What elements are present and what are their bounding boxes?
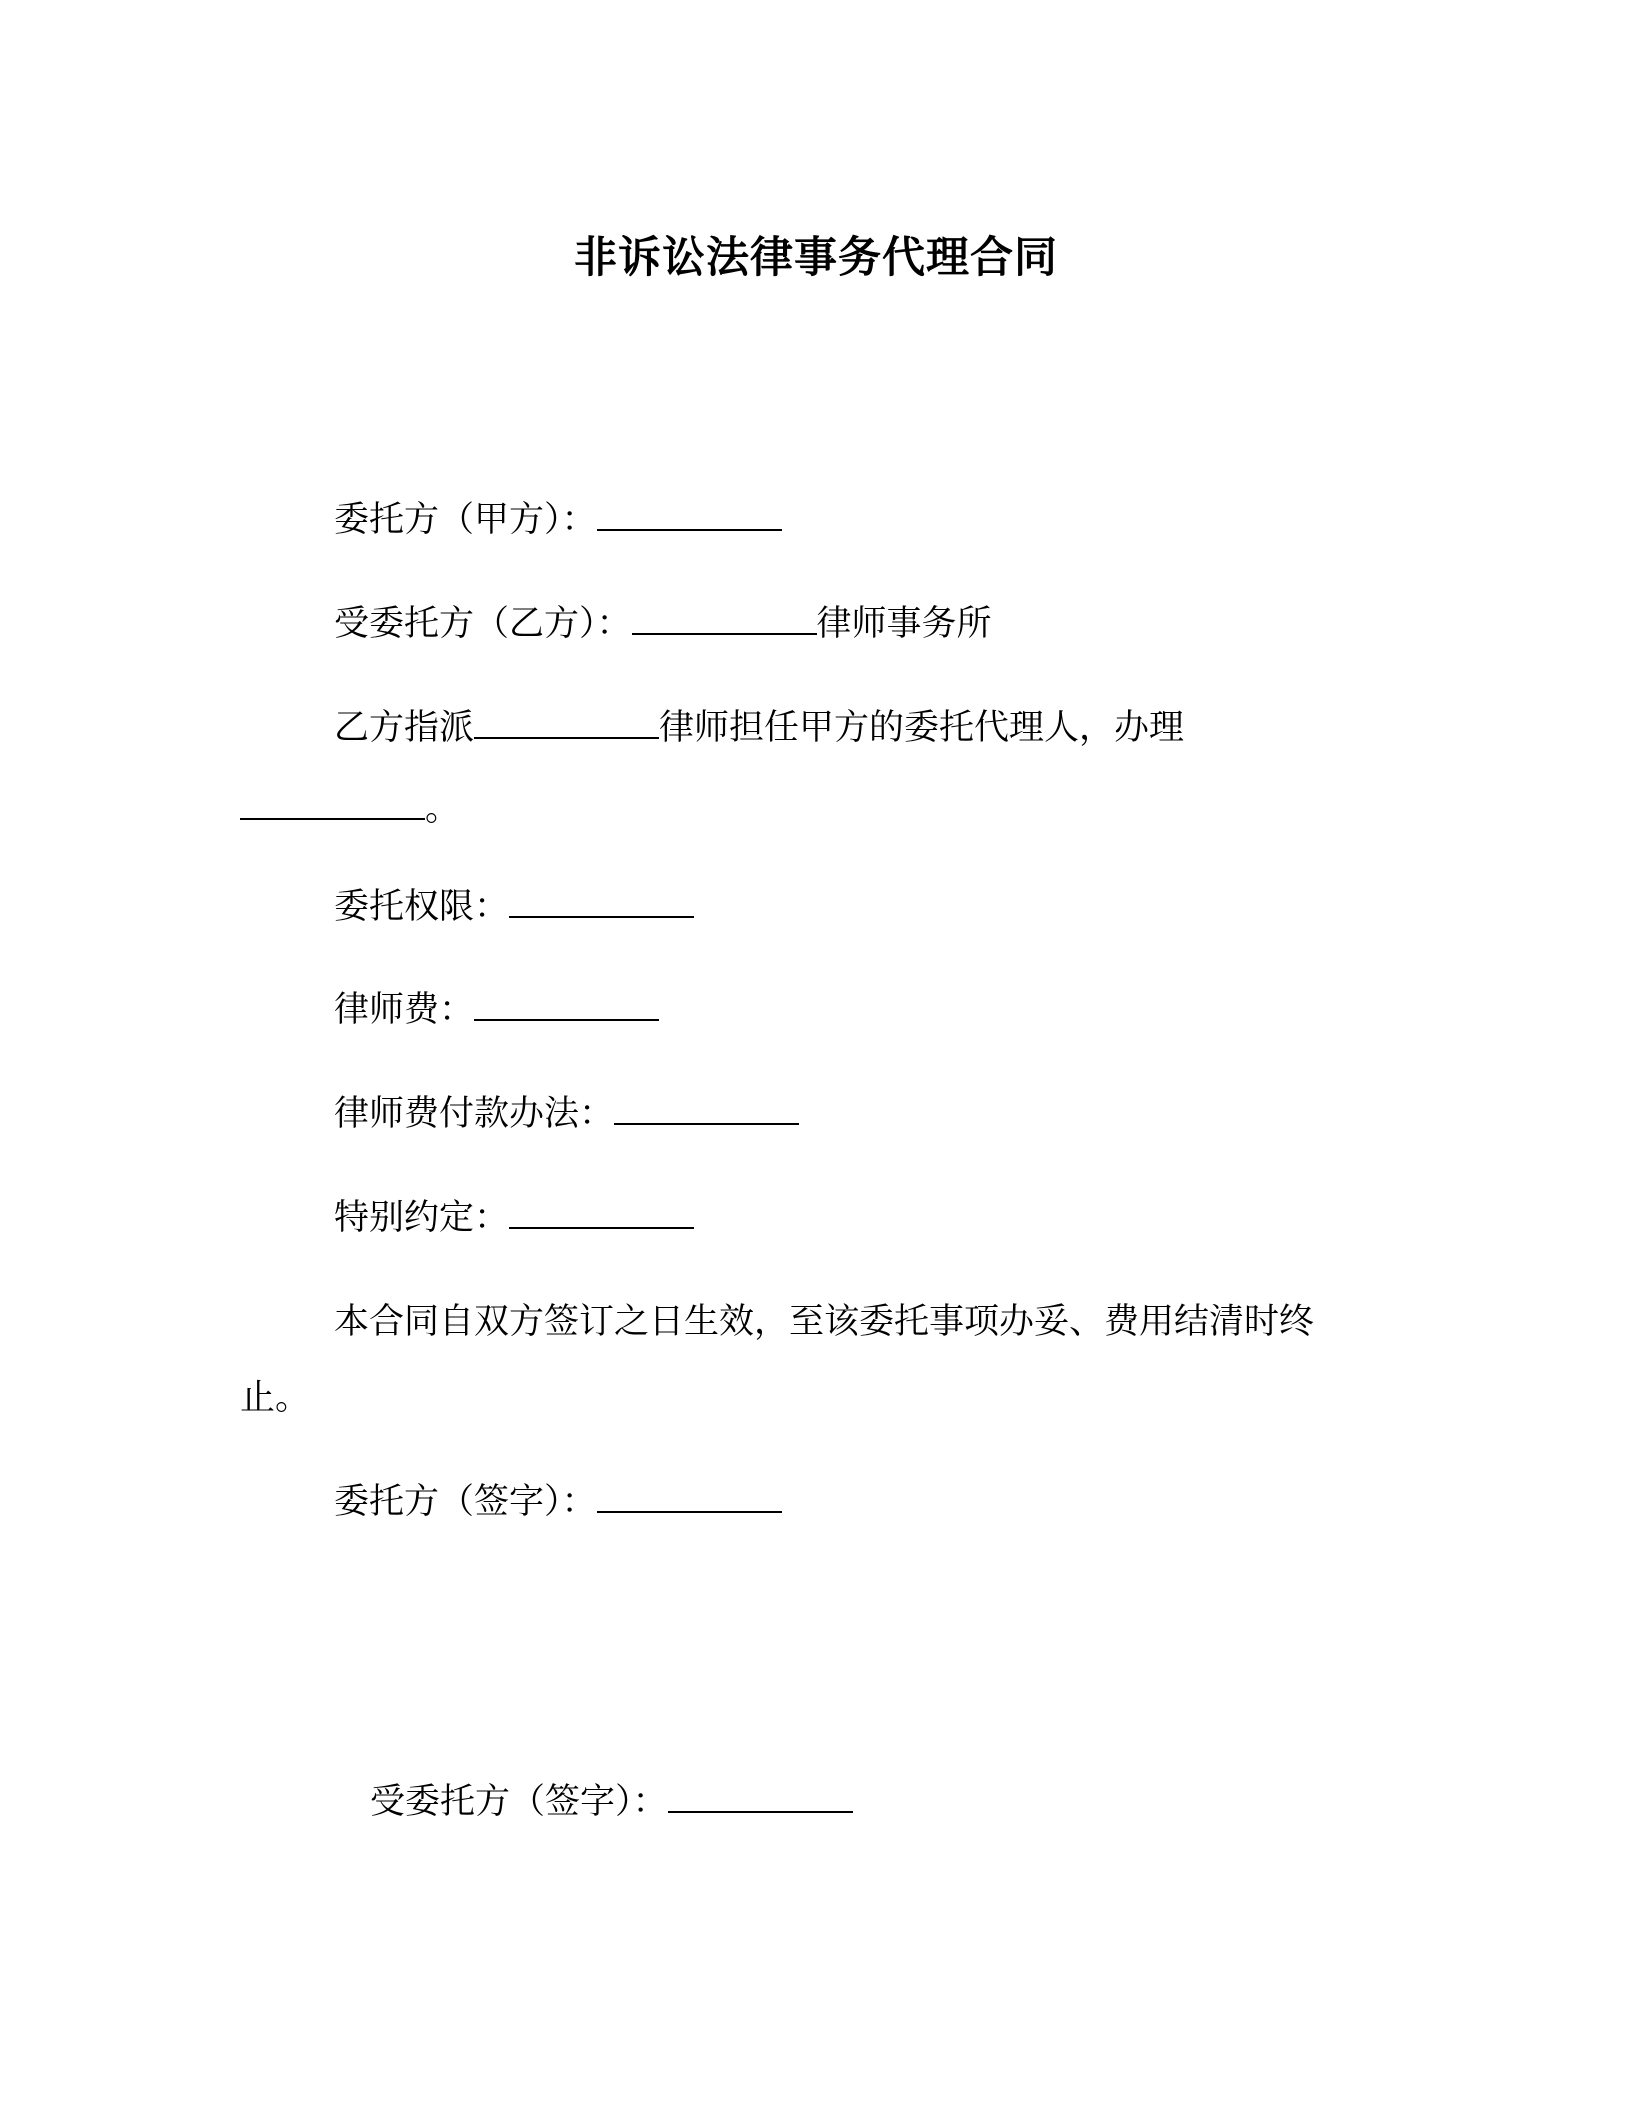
payment-line [334, 1092, 799, 1136]
document-title: 非诉讼法律事务代理合同 [574, 233, 1058, 283]
assign-prefix: 乙方指派 [334, 708, 475, 748]
lawyer-blank[interactable] [474, 711, 659, 739]
scope-label: 委托权限： [334, 887, 510, 927]
fee-label: 律师费： [334, 990, 475, 1030]
agent-label: 受委托方（乙方）： [334, 604, 632, 644]
special-line [334, 1196, 694, 1240]
assign-middle: 律师担任甲方的委托代理人，办理 [659, 708, 1185, 748]
matter-line [240, 787, 460, 831]
agent-sign-blank[interactable] [668, 1785, 853, 1813]
fee-line [334, 988, 659, 1032]
assign-end: 。 [425, 789, 461, 829]
agent-sign-label: 受委托方（签字）： [370, 1782, 668, 1822]
effect-line-1: 本合同自双方签订之日生效，至该委托事项办妥、费用结清时终 [334, 1302, 1315, 1342]
client-sign-label: 委托方（签字）： [334, 1482, 597, 1522]
matter-blank[interactable] [240, 792, 425, 820]
effect-line-2: 止。 [240, 1378, 311, 1418]
special-label: 特别约定： [334, 1198, 510, 1238]
client-blank[interactable] [597, 503, 782, 531]
scope-blank[interactable] [509, 890, 694, 918]
agent-suffix: 律师事务所 [816, 604, 992, 644]
client-label: 委托方（甲方）： [334, 500, 597, 540]
assign-line [334, 706, 1184, 750]
agent-line [334, 602, 992, 646]
scope-line [334, 885, 694, 929]
payment-label: 律师费付款办法： [334, 1094, 615, 1134]
agent-sign-line [370, 1780, 853, 1824]
client-sign-blank[interactable] [597, 1485, 782, 1513]
special-blank[interactable] [509, 1201, 694, 1229]
payment-blank[interactable] [614, 1097, 799, 1125]
client-sign-line [334, 1480, 782, 1524]
fee-blank[interactable] [474, 993, 659, 1021]
client-line [334, 498, 782, 542]
agent-blank[interactable] [632, 607, 817, 635]
